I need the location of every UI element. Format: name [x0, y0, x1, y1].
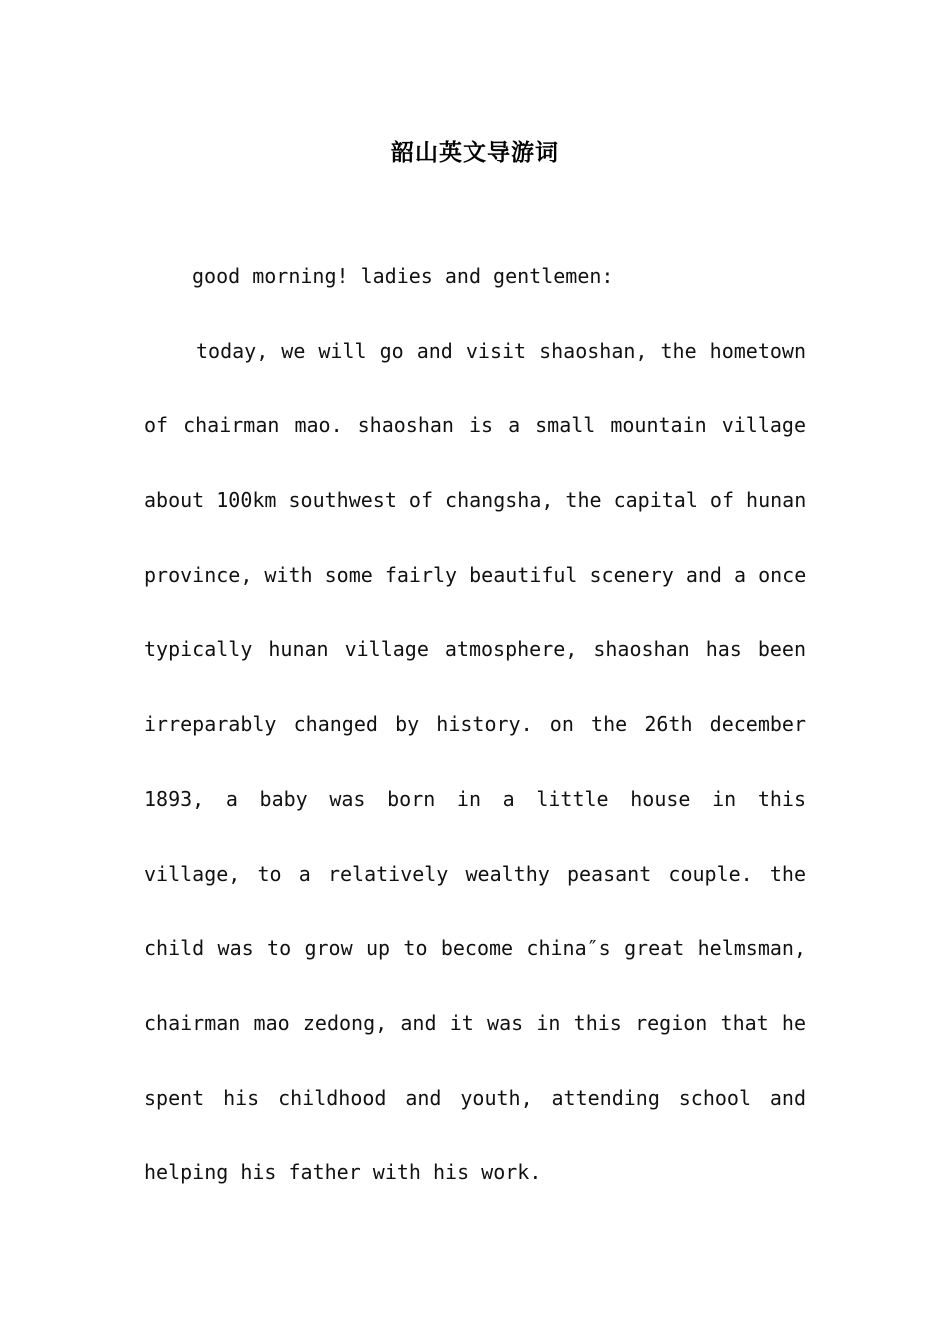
paragraph-line: village, to a relatively wealthy peasant couple. the — [144, 861, 806, 886]
paragraph-line: today, we will go and visit shaoshan, the hometown — [196, 338, 806, 363]
document-body — [144, 255, 806, 1226]
paragraph-line-last: helping his father with his work. — [144, 1160, 542, 1185]
paragraph-line: child was to grow up to become china″s great helmsman, — [144, 936, 806, 961]
paragraph-line: spent his childhood and youth, attending school and — [144, 1085, 806, 1110]
greeting-line: good morning! ladies and gentlemen: — [192, 264, 614, 288]
paragraph-line: typically hunan village atmosphere, shaoshan has been — [144, 637, 806, 662]
document-title: 韶山英文导游词 — [391, 139, 559, 166]
paragraph-line: of chairman mao. shaoshan is a small mountain village — [144, 413, 806, 438]
paragraph-line: province, with some fairly beautiful scenery and a once — [144, 562, 807, 587]
paragraph-line: chairman mao zedong, and it was in this region that he — [144, 1010, 806, 1035]
paragraph-line: about 100km southwest of changsha, the capital of hunan — [144, 488, 807, 513]
paragraph-line: irreparably changed by history. on the 26th december — [144, 712, 806, 737]
paragraph-line: 1893, a baby was born in a little house in this — [144, 786, 806, 811]
